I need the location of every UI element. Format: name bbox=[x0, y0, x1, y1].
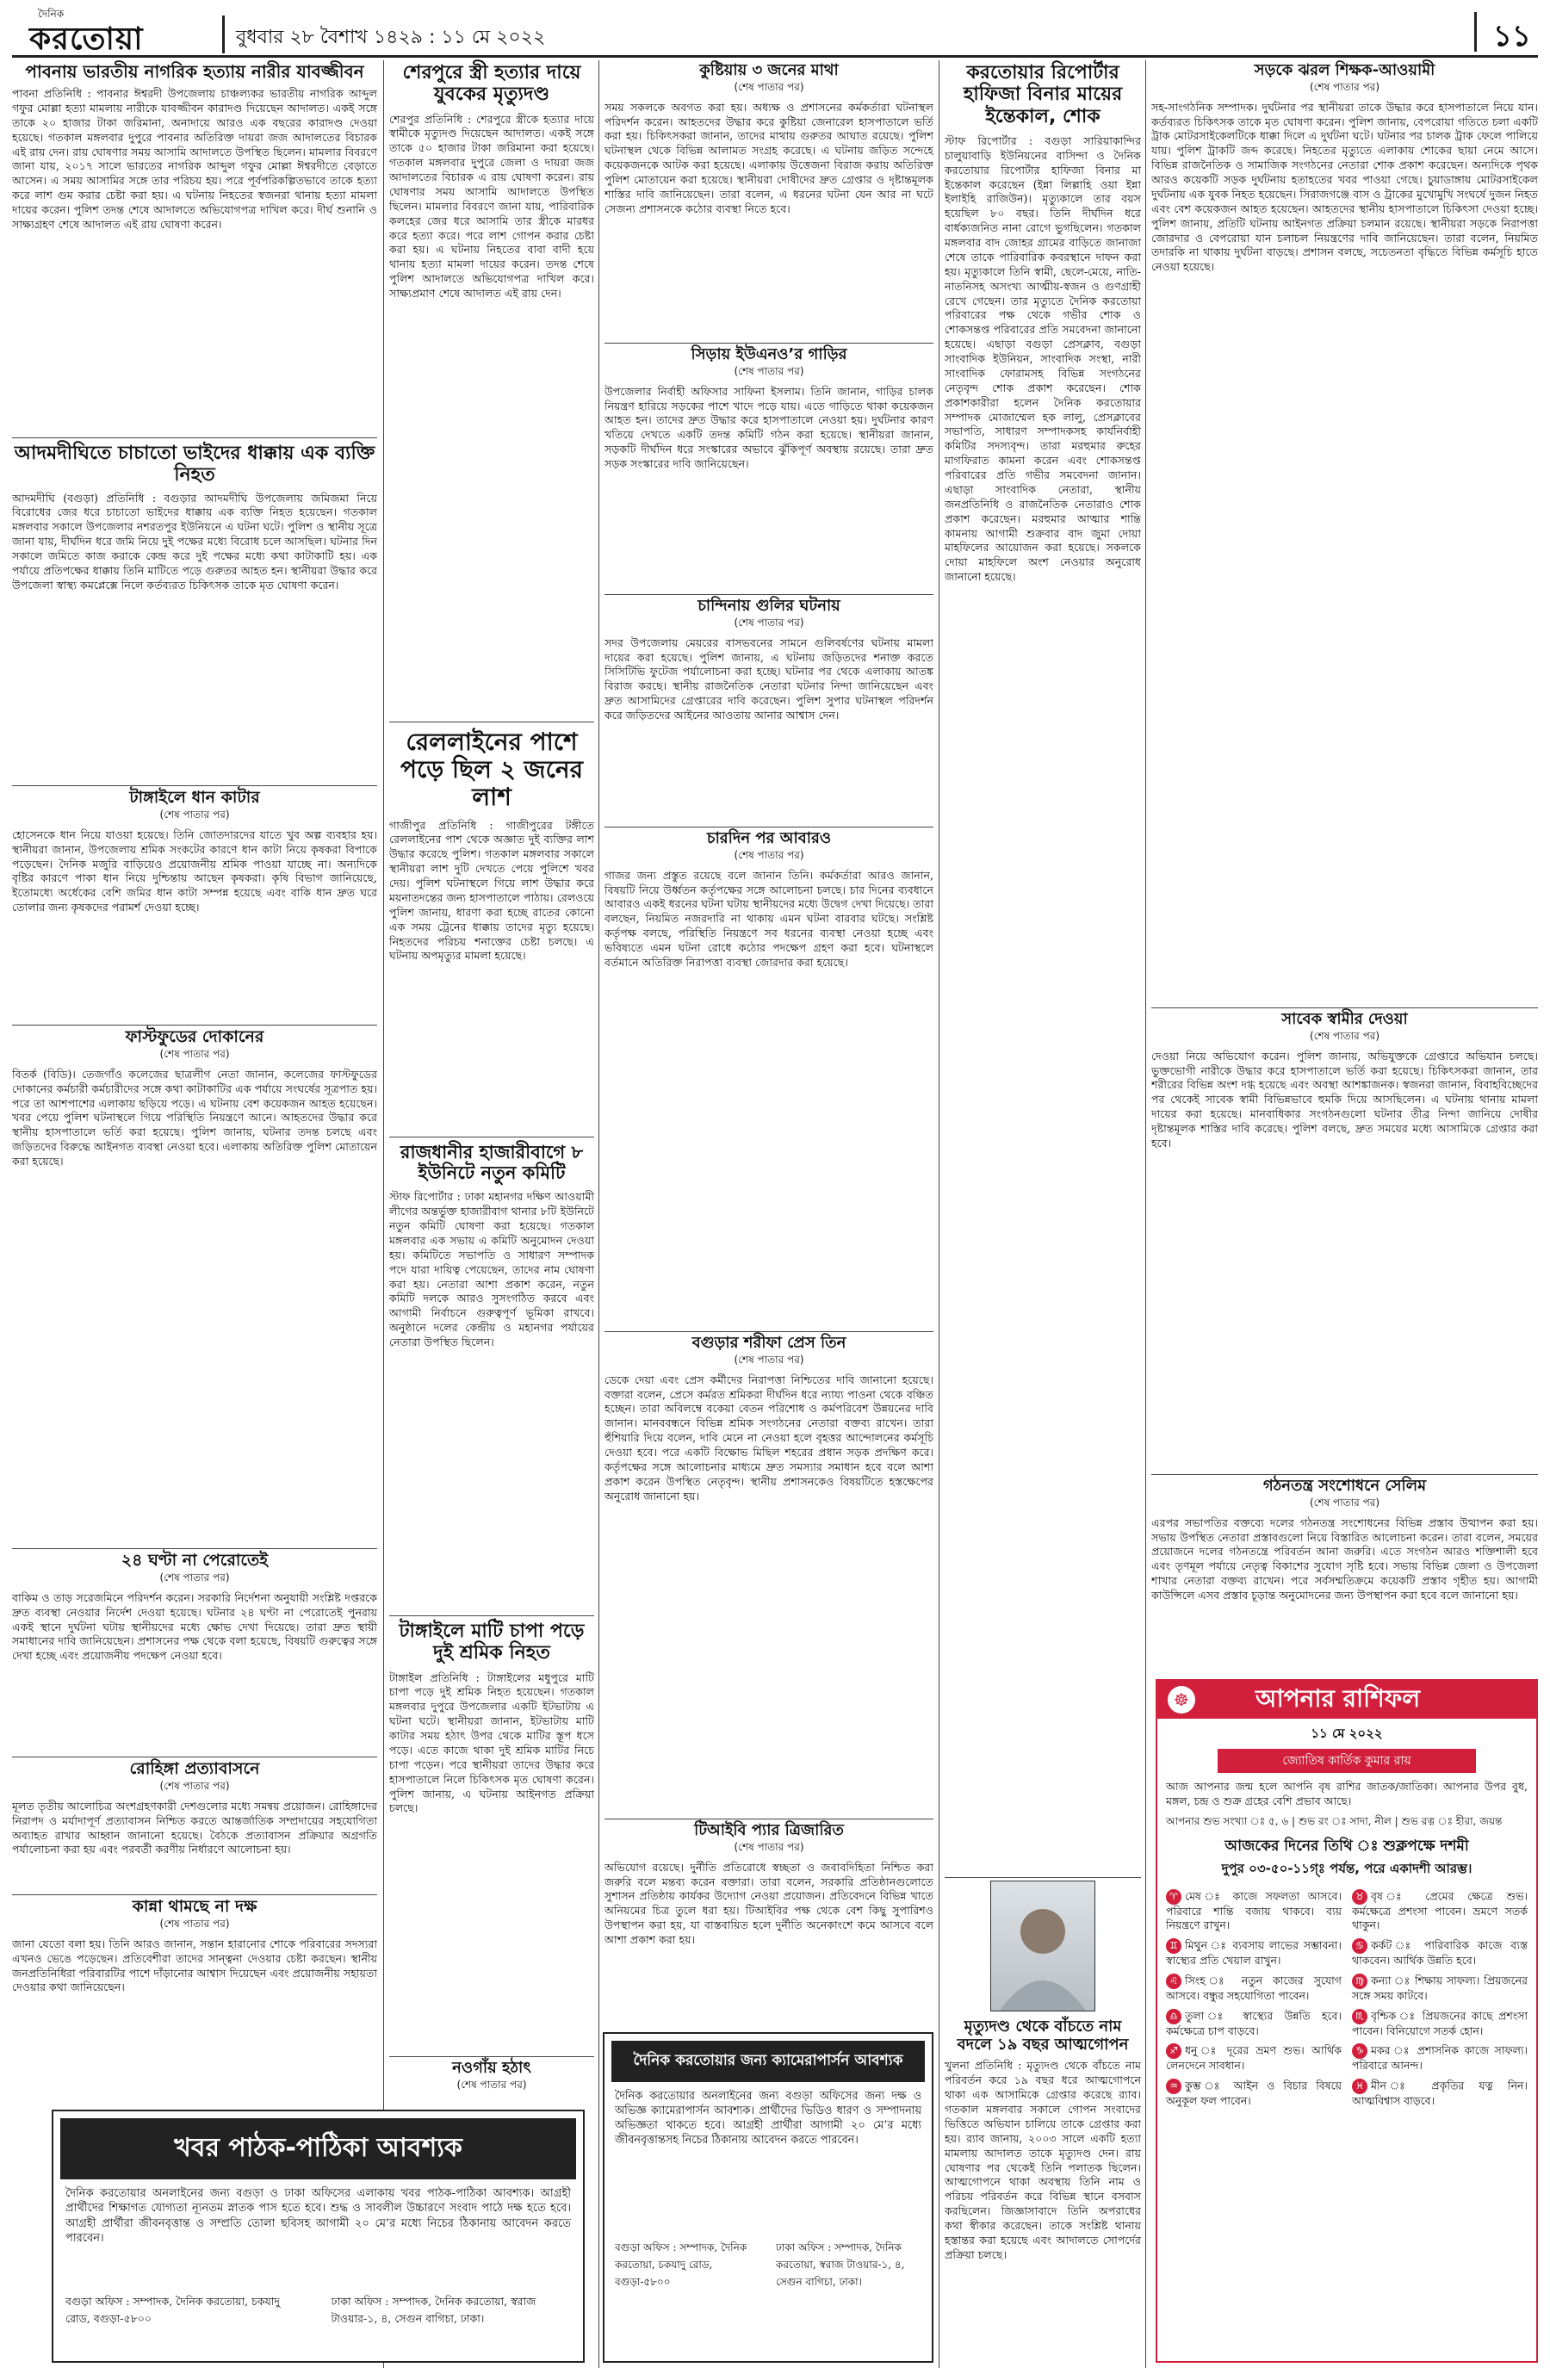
article-kustia bbox=[604, 62, 933, 342]
tithi-label: আজকের দিনের তিথি ঃ শুক্লপক্ষে দশমী bbox=[1224, 1837, 1469, 1855]
masthead bbox=[12, 7, 1538, 58]
issue-date: বুধবার ২৮ বৈশাখ ১৪২৯ : ১১ মে ২০২২ bbox=[236, 22, 545, 54]
headline: সড়কে ঝরল শিক্ষক-আওয়ামী bbox=[1254, 61, 1435, 79]
headline: রোহিঙ্গা প্রত্যাবাসনে bbox=[129, 1759, 260, 1778]
zodiac-text: সিংহ ঃ নতুন কাজের সুযোগ আসবে। বন্ধুর সহযোগিতা পাবেন। bbox=[1166, 1974, 1342, 2002]
article-body: অভিযোগ রয়েছে। দুর্নীতি প্রতিরোধে স্বচ্ছতা ও জবাবদিহিতা নিশ্চিত করা জরুরি বলে মন্তব্য করেন বক্তারা। তারা বলেন, সরকারি প্রতিষ্ঠানগুলোতে সুশাসন প্রতিষ্ঠায় কার্যকর উদ্যোগ নেওয়া প্রয়োজন। প্রতিবেদনে বিভিন্ন খাতে অনিয়মের চিত্র তুলে ধরা হয়। টিআইবির পক্ষ থেকে বেশ কিছু সুপারিশও উপস্থাপন করা হয়, যা বাস্তবায়িত হলে দুর্নীতি অনেকাংশে কমে আসবে বলে আশা প্রকাশ করা হয়। bbox=[604, 1860, 933, 1947]
headline: ফাস্টফুডের দোকানের bbox=[125, 1027, 264, 1046]
divider bbox=[12, 1025, 377, 1026]
headline: পাবনায় ভারতীয় নাগরিক হত্যায় নারীর যাবজ্জীবন bbox=[25, 61, 364, 82]
zodiac-text: বৃশ্চিক ঃ প্রিয়জনের কাছে প্রশংসা পাবেন। বিনিয়োগে সতর্ক হোন। bbox=[1352, 2009, 1528, 2037]
divider bbox=[604, 343, 933, 344]
continued-label: (শেষ পাতার পর) bbox=[159, 1571, 230, 1584]
zodiac-entry-4 bbox=[1352, 1938, 1528, 1968]
continued-label: (শেষ পাতার পর) bbox=[456, 2078, 527, 2091]
newspaper-logo bbox=[12, 7, 210, 57]
continued-label: (শেষ পাতার পর) bbox=[1309, 1496, 1380, 1509]
article-body: উপজেলার নির্বাহী অফিসার সাফিনা ইসলাম। তিনি জানান, গাড়ির চালক নিয়ন্ত্রণ হারিয়ে সড়কের পাশে খাদে পড়ে যায়। এতে গাড়িতে থাকা কয়েকজন আহত হন। তাদের দ্রুত উদ্ধার করে হাসপাতালে নেওয়া হয়। দুর্ঘটনার কারণ খতিয়ে দেখতে একটি তদন্ত কমিটি গঠন করা হয়েছে। স্থানীয়রা জানান, সড়কটি দীর্ঘদিন ধরে সংস্কারের অভাবে ঝুঁকিপূর্ণ অবস্থায় রয়েছে। তারা দ্রুত সড়ক সংস্কারের দাবি জানিয়েছেন। bbox=[604, 384, 933, 471]
person-icon bbox=[991, 1881, 1094, 2011]
ad-camera-person bbox=[603, 2032, 933, 2363]
zodiac-text: বৃষ ঃ প্রেমের ক্ষেত্রে শুভ। কর্মক্ষেত্রে প্রশংসা পাবেন। ভ্রমণে সতর্ক থাকুন। bbox=[1352, 1889, 1528, 1932]
article-tangail-mati bbox=[389, 1621, 594, 2033]
article-body: সময় সকলকে অবগত করা হয়। অধ্যক্ষ ও প্রশাসনের কর্মকর্তারা ঘটনাস্থল পরিদর্শন করেন। আহতদের উদ্ধার করে কুষ্টিয়া জেনারেল হাসপাতালে ভর্তি করা হয়। চিকিৎসকরা জানান, তাদের মাথায় গুরুতর আঘাত রয়েছে। পুলিশ ঘটনাস্থল থেকে বিভিন্ন আলামত সংগ্রহ করেছে। এ ঘটনায় জড়িত সন্দেহে কয়েকজনকে আটক করা হয়েছে। এলাকায় উত্তেজনা বিরাজ করায় অতিরিক্ত পুলিশ মোতায়েন করা হয়েছে। স্থানীয়রা দোষীদের দ্রুত গ্রেপ্তার ও দৃষ্টান্তমূলক শাস্তির দাবি জানিয়েছেন। তারা বলেন, এ ধরনের ঘটনা যেন আর না ঘটে সেজন্য প্রশাসনকে কঠোর ব্যবস্থা নিতে হবে। bbox=[604, 100, 933, 215]
article-body: পাবনা প্রতিনিধি : পাবনার ঈশ্বরদী উপজেলায় চাঞ্চল্যকর ভারতীয় নাগরিক আব্দুল গফুর মোল্লা হত্যা মামলায় নারীকে যাবজ্জীবন কারাদণ্ড দিয়েছেন আদালত। একই সঙ্গে তাকে ২০ হাজার টাকা জরিমানা, অনাদায়ে আরও এক বছরের কারাদণ্ড দেওয়া হয়েছে। গতকাল মঙ্গলবার দুপুরে পাবনার অতিরিক্ত দায়রা জজ আদালতের বিচারক এই রায় দেন। রায় ঘোষণার সময় আসামি আদালতে উপস্থিত ছিলেন। মামলার বিবরণে জানা যায়, ২০১৭ সালে ভারতের নাগরিক আব্দুল গফুর মোল্লা ঈশ্বরদীতে বেড়াতে আসেন। এ সময় আসামির সঙ্গে তার পরিচয় হয়। পরে পূর্বপরিকল্পিতভাবে তাকে হত্যা করে লাশ গুম করার চেষ্টা করা হয়। এ ঘটনায় নিহতের স্বজনরা থানায় হত্যা মামলা দায়ের করেন। পুলিশ তদন্ত শেষে আদালতে অভিযোগপত্র দাখিল করে। দীর্ঘ শুনানি ও সাক্ষ্যগ্রহণ শেষে আদালত এই রায় ঘোষণা করেন। bbox=[12, 87, 377, 231]
divider bbox=[12, 785, 377, 786]
article-body: ডেকে দেয়া এবং প্রেস কর্মীদের নিরাপত্তা নিশ্চিতের দাবি জানানো হয়েছে। বক্তারা বলেন, প্রেসে কর্মরত শ্রমিকরা দীর্ঘদিন ধরে ন্যায্য পাওনা থেকে বঞ্চিত হচ্ছেন। তারা অবিলম্বে বকেয়া বেতন পরিশোধ ও কর্মপরিবেশ উন্নয়নের দাবি জানান। মানববন্ধনে বিভিন্ন শ্রমিক সংগঠনের নেতারা বক্তব্য রাখেন। তারা হুঁশিয়ারি দিয়ে বলেন, দাবি মেনে না নেওয়া হলে বৃহত্তর আন্দোলনের কর্মসূচি দেওয়া হবে। পরে একটি বিক্ষোভ মিছিল শহরের প্রধান সড়ক প্রদক্ষিণ করে। কর্তৃপক্ষের সঙ্গে আলোচনার মাধ্যমে দ্রুত সমস্যার সমাধান হবে বলে আশা প্রকাশ করেন উপস্থিত নেতৃবৃন্দ। স্থানীয় প্রশাসনকেও বিষয়টিতে হস্তক্ষেপের অনুরোধ জানানো হয়। bbox=[604, 1373, 933, 1503]
article-rohingya bbox=[12, 1760, 377, 1903]
zodiac-text: মেষ ঃ কাজে সফলতা আসবে। পরিবারে শান্তি বজায় থাকবে। ব্যয় নিয়ন্ত্রণে রাখুন। bbox=[1166, 1889, 1342, 1932]
column-rule bbox=[1145, 60, 1146, 2368]
continued-label: (শেষ পাতার পর) bbox=[734, 1353, 804, 1366]
article-body: সহ-সাংগঠনিক সম্পাদক। দুর্ঘটনার পর স্থানীয়রা তাকে উদ্ধার করে হাসপাতালে নিয়ে যান। কর্তব্যরত চিকিৎসক তাকে মৃত ঘোষণা করেন। পুলিশ জানায়, বেপরোয়া গতিতে চলা একটি ট্রাক মোটরসাইকেলটিকে ধাক্কা দিলে এ দুর্ঘটনা ঘটে। ঘটনার পর চালক ট্রাক ফেলে পালিয়ে যায়। পুলিশ ট্রাকটি জব্দ করেছে। নিহতের মৃত্যুতে এলাকায় শোকের ছায়া নেমে আসে। বিভিন্ন রাজনৈতিক ও সামাজিক সংগঠনের নেতারা শোক প্রকাশ করেছেন। অন্যদিকে পৃথক আরও কয়েকটি সড়ক দুর্ঘটনায় হতাহতের খবর পাওয়া গেছে। চুয়াডাঙ্গায় মোটরসাইকেল দুর্ঘটনায় এক যুবক নিহত হয়েছেন। সিরাজগঞ্জে বাস ও ট্রাকের মুখোমুখি সংঘর্ষে দুজন নিহত এবং বেশ কয়েকজন আহত হয়েছেন। আহতদের স্থানীয় হাসপাতালে চিকিৎসা দেওয়া হচ্ছে। পুলিশ জানায়, প্রতিটি ঘটনায় আইনগত প্রক্রিয়া চলমান রয়েছে। স্থানীয়রা সড়কে নিরাপত্তা জোরদার ও বেপরোয়া যান চলাচল নিয়ন্ত্রণের দাবি জানিয়েছেন। তারা বলেন, নিয়মিত তদারকি না থাকায় দুর্ঘটনা বাড়ছে। প্রশাসন বলছে, সচেতনতা বৃদ্ধিতে বিভিন্ন কর্মসূচি হাতে নেওয়া হয়েছে। bbox=[1151, 100, 1538, 274]
article-fastfood bbox=[12, 1028, 377, 1550]
article-body: মূলত তৃতীয় আলোচিত্র অংশগ্রহণকারী দেশগুলোর মধ্যে সমন্বয় প্রয়োজন। রোহিঙ্গাদের নিরাপদ ও মর্যাদাপূর্ণ প্রত্যাবাসন নিশ্চিত করতে আন্তর্জাতিক সম্প্রদায়ের সহযোগিতা অব্যাহত রাখার আহ্বান জানানো হয়েছে। বৈঠকে প্রত্যাবাসন প্রক্রিয়ার অগ্রগতি পর্যালোচনা করা হয় এবং পরবর্তী করণীয় নির্ধারণে আলোচনা হয়। bbox=[12, 1799, 377, 1856]
article-body: খুলনা প্রতিনিধি : মৃত্যুদণ্ড থেকে বাঁচতে নাম পরিবর্তন করে ১৯ বছর ধরে আত্মগোপনে থাকা এক আসামিকে গ্রেপ্তার করেছে র‍্যাব। গতকাল মঙ্গলবার সকালে গোপন সংবাদের ভিত্তিতে অভিযান চালিয়ে তাকে গ্রেপ্তার করা হয়। র‍্যাব জানায়, ২০০৩ সালে একটি হত্যা মামলায় আদালত তাকে মৃত্যুদণ্ড দেন। রায় ঘোষণার পর থেকেই তিনি পলাতক ছিলেন। আত্মগোপনে থাকা অবস্থায় তিনি নাম ও পরিচয় পরিবর্তন করে বিভিন্ন স্থানে বসবাস করছিলেন। জিজ্ঞাসাবাদে তিনি অপরাধের কথা স্বীকার করেছেন। তাকে সংশ্লিষ্ট থানায় হস্তান্তর করা হয়েছে এবং আদালতে সোপর্দের প্রক্রিয়া চলছে। bbox=[945, 2059, 1141, 2261]
karkat-icon: ♋ bbox=[1352, 1938, 1367, 1954]
article-body: বাকিম ও তাড় সরেজমিনে পরিদর্শন করেন। সরকারি নির্দেশনা অনুযায়ী সংশ্লিষ্ট দপ্তরকে দ্রুত ব্যবস্থা নেওয়ার নির্দেশ দেওয়া হয়েছে। ঘটনার ২৪ ঘণ্টা না পেরোতেই পুনরায় একই স্থানে দুর্ঘটনা ঘটায় স্থানীয়দের মধ্যে ক্ষোভ দেখা দিয়েছে। তারা দ্রুত স্থায়ী সমাধানের দাবি জানিয়েছেন। প্রশাসনের পক্ষ থেকে বলা হয়েছে, বিষয়টি গুরুত্বের সঙ্গে দেখা হচ্ছে এবং প্রয়োজনীয় পদক্ষেপ নেওয়া হবে। bbox=[12, 1590, 377, 1663]
divider bbox=[945, 1877, 1141, 1878]
zodiac-entry-6 bbox=[1352, 1974, 1528, 2004]
zodiac-entry-9 bbox=[1166, 2043, 1342, 2073]
continued-label: (শেষ পাতার পর) bbox=[159, 1779, 230, 1792]
article-body: স্টাফ রিপোর্টার : ঢাকা মহানগর দক্ষিণ আওয়ামী লীগের অন্তর্ভুক্ত হাজারীবাগ থানার ৮টি ইউনিটে নতুন কমিটি ঘোষণা করা হয়েছে। গতকাল মঙ্গলবার এক সভায় এ কমিটি অনুমোদন দেওয়া হয়। কমিটিতে সভাপতি ও সাধারণ সম্পাদক পদে যারা দায়িত্ব পেয়েছেন, তাদের নাম ঘোষণা করা হয়। নেতারা আশা প্রকাশ করেন, নতুন কমিটি দলকে আরও সুসংগঠিত করবে এবং আগামী নির্বাচনে গুরুত্বপূর্ণ ভূমিকা রাখবে। অনুষ্ঠানে দলের কেন্দ্রীয় ও মহানগর পর্যায়ের নেতারা উপস্থিত ছিলেন। bbox=[389, 1190, 594, 1349]
article-hazaribag bbox=[389, 1142, 594, 1595]
headline: কুষ্টিয়ায় ৩ জনের মাথা bbox=[699, 61, 839, 79]
ad-body: দৈনিক করতোয়ার অনলাইনের জন্য বগুড়া ও ঢাকা অফিসের এলাকায় খবর পাঠক-পাঠিকা আবশ্যক। আগ্রহী প্রার্থীদের শিক্ষাগত যোগ্যতা ন্যূনতম স্নাতক পাস হতে হবে। শুদ্ধ ও সাবলীল উচ্চারণে সংবাদ পাঠে দক্ষ হতে হবে। আগ্রহী প্রার্থীরা জীবনবৃত্তান্ত ও সম্প্রতি তোলা ছবিসহ আগামী ২০ মে’র মধ্যে নিচের ঠিকানায় আবেদন করতে পারবেন। bbox=[65, 2187, 571, 2246]
article-adamdighi bbox=[12, 443, 377, 776]
headline: চারদিন পর আবারও bbox=[706, 829, 832, 847]
page-number: ১১ bbox=[1493, 14, 1531, 63]
continued-label: (শেষ পাতার পর) bbox=[159, 1047, 230, 1060]
article-chandinay bbox=[604, 598, 933, 826]
headline: গঠনতন্ত্র সংশোধনে সেলিম bbox=[1262, 1477, 1427, 1495]
continued-label: (শেষ পাতার পর) bbox=[734, 364, 804, 377]
article-body: সদর উপজেলায় মেয়রের বাসভবনের সামনে গুলিবর্ষণের ঘটনায় মামলা দায়ের করা হয়েছে। পুলিশ জানায়, এ ঘটনায় জড়িতদের শনাক্ত করতে সিসিটিভি ফুটেজ পর্যালোচনা করা হচ্ছে। ঘটনার পর থেকে এলাকায় আতঙ্ক বিরাজ করছে। স্থানীয় রাজনৈতিক নেতারা ঘটনার নিন্দা জানিয়েছেন এবং দ্রুত আসামিদের গ্রেপ্তারের দাবি করেছেন। পুলিশ সুপার ঘটনাস্থল পরিদর্শন করে জড়িতদের আইনের আওতায় আনার আশ্বাস দেন। bbox=[604, 635, 933, 722]
zodiac-entry-10 bbox=[1352, 2043, 1528, 2073]
column-rule bbox=[598, 60, 599, 2368]
divider bbox=[604, 1331, 933, 1332]
horoscope-title: আপনার রাশিফল bbox=[1256, 1683, 1421, 1713]
headline: রেললাইনের পাশে পড়ে ছিল ২ জনের লাশ bbox=[400, 728, 583, 812]
column-rule bbox=[383, 60, 384, 2368]
meen-icon: ♓ bbox=[1352, 2079, 1367, 2094]
continued-label: (শেষ পাতার পর) bbox=[1309, 1029, 1380, 1042]
headline: বগুড়ার শরীফা প্রেস তিন bbox=[691, 1334, 846, 1352]
headline: টাঙ্গাইলে মাটি চাপা পড়ে দুই শ্রমিক নিহত bbox=[399, 1621, 585, 1664]
article-tib bbox=[604, 1822, 933, 2016]
singha-icon: ♌ bbox=[1166, 1974, 1181, 1989]
divider bbox=[389, 1615, 594, 1616]
logo-name: করতোয়া bbox=[29, 22, 144, 57]
continued-label: (শেষ পাতার পর) bbox=[159, 808, 230, 821]
horoscope-author: জ্যোতিষ কার্তিক কুমার রায় bbox=[1218, 1749, 1476, 1773]
horoscope-header bbox=[1157, 1681, 1536, 1719]
logo-tagline: দৈনিক bbox=[38, 8, 65, 20]
article-bogura-press bbox=[604, 1335, 933, 1813]
article-body: গাজীপুর প্রতিনিধি : গাজীপুরের টঙ্গীতে রেললাইনের পাশ থেকে অজ্ঞাত দুই ব্যক্তির লাশ উদ্ধার করেছে পুলিশ। গতকাল মঙ্গলবার সকালে স্থানীয়রা লাশ দুটি দেখতে পেয়ে পুলিশে খবর দেয়। পুলিশ ঘটনাস্থলে গিয়ে লাশ উদ্ধার করে ময়নাতদন্তের জন্য হাসপাতালে পাঠায়। রেলওয়ে পুলিশ জানায়, ধারণা করা হচ্ছে রাতের কোনো এক সময় ট্রেনের ধাক্কায় তাদের মৃত্যু হয়েছে। নিহতদের পরিচয় শনাক্তের চেষ্টা চলছে। এ ঘটনায় অপমৃত্যুর মামলা হয়েছে। bbox=[389, 818, 594, 963]
horoscope-intro: আজ আপনার জন্ম হলে আপনি বৃষ রাশির জাতক/জাতিকা। আপনার উপর বুধ, মঙ্গল, চন্দ্র ও শুক্র গ্রহের বেশি প্রভাব আছে। bbox=[1166, 1780, 1528, 1807]
article-rail bbox=[389, 728, 594, 1137]
dhanu-icon: ♐ bbox=[1166, 2043, 1181, 2059]
ad-body: দৈনিক করতোয়ার অনলাইনের জন্য বগুড়া অফিসের জন্য দক্ষ ও অভিজ্ঞ ক্যামেরাপার্সন আবশ্যক। প্রার্থীদের ভিডিও ধারণ ও সম্পাদনায় অভিজ্ঞতা থাকতে হবে। আগ্রহী প্রার্থীরা আগামী ২০ মে’র মধ্যে জীবনবৃত্তান্তসহ নিচের ঠিকানায় আবেদন করতে পারবেন। bbox=[615, 2090, 921, 2148]
zodiac-entry-8 bbox=[1352, 2009, 1528, 2039]
makar-icon: ♑ bbox=[1352, 2043, 1367, 2059]
zodiac-text: তুলা ঃ স্বাস্থ্যের উন্নতি হবে। কর্মক্ষেত্রে চাপ বাড়বে। bbox=[1166, 2009, 1342, 2037]
zodiac-entry-11 bbox=[1166, 2079, 1342, 2109]
article-body: দেওয়া নিয়ে অভিযোগ করেন। পুলিশ জানায়, অভিযুক্তকে গ্রেপ্তারে অভিযান চলছে। ভুক্তভোগী নারীকে উদ্ধার করে হাসপাতালে ভর্তি করা হয়েছে। চিকিৎসকরা জানান, তার শরীরের বিভিন্ন অংশ দগ্ধ হয়েছে এবং অবস্থা আশঙ্কাজনক। স্বজনরা জানান, বিবাহবিচ্ছেদের পর থেকেই সাবেক স্বামী বিভিন্নভাবে হুমকি দিয়ে আসছিলেন। এ ঘটনায় থানায় মামলা দায়ের করা হয়েছে। মানবাধিকার সংগঠনগুলো ঘটনার তীব্র নিন্দা জানিয়ে দোষীর দৃষ্টান্তমূলক শাস্তির দাবি করেছে। পুলিশ বলছে, দ্রুত সময়ের মধ্যে আসামিকে গ্রেপ্তার করা হবে। bbox=[1151, 1049, 1538, 1150]
article-kanna bbox=[12, 1898, 377, 2127]
article-pabna bbox=[12, 62, 377, 449]
zodiac-text: কর্কট ঃ পারিবারিক কাজে ব্যস্ত থাকবেন। আর্থিক উন্নতি হবে। bbox=[1352, 1938, 1528, 1968]
headline: চান্দিনায় গুলির ঘটনায় bbox=[698, 597, 840, 615]
headline: মৃত্যুদণ্ড থেকে বাঁচতে নাম বদলে ১৯ বছর আত্মগোপন bbox=[957, 2017, 1129, 2054]
continued-label: (শেষ পাতার পর) bbox=[159, 1917, 230, 1930]
kumbha-icon: ♒ bbox=[1166, 2079, 1181, 2094]
divider bbox=[389, 2056, 594, 2057]
zodiac-text: ধনু ঃ দূরের ভ্রমণ শুভ। আর্থিক লেনদেনে সাবধান। bbox=[1166, 2043, 1342, 2073]
article-body: এরপর সভাপতির বক্তব্যে দলের গঠনতন্ত্র সংশোধনের বিভিন্ন প্রস্তাব উত্থাপন করা হয়। সভায় উপস্থিত নেতারা প্রস্তাবগুলো নিয়ে বিস্তারিত আলোচনা করেন। তারা বলেন, সময়ের প্রয়োজনে দলের গঠনতন্ত্রে পরিবর্তন আনা জরুরি। এতে সংগঠন আরও শক্তিশালী হবে এবং তৃণমূল পর্যায়ে নেতৃত্ব বিকাশের সুযোগ সৃষ্টি হবে। সভায় বিভিন্ন জেলা ও উপজেলা শাখার নেতারা বক্তব্য রাখেন। পরে সর্বসম্মতিক্রমে কয়েকটি প্রস্তাব গৃহীত হয়। আগামী কাউন্সিলে এসব প্রস্তাব চূড়ান্ত অনুমোদনের জন্য উপস্থাপন করা হবে বলে জানানো হয়। bbox=[1151, 1515, 1538, 1602]
article-gathontantra bbox=[1151, 1478, 1538, 1671]
headline: রাজধানীর হাজারীবাগে ৮ ইউনিটে নতুন কমিটি bbox=[400, 1142, 584, 1184]
article-sarak bbox=[1151, 62, 1538, 1022]
mesh-icon: ♈ bbox=[1166, 1889, 1181, 1905]
continued-label: (শেষ পাতার পর) bbox=[1309, 80, 1380, 93]
article-body: শেরপুর প্রতিনিধি : শেরপুরে স্ত্রীকে হত্যার দায়ে স্বামীকে মৃত্যুদণ্ড দিয়েছেন আদালত। একই সঙ্গে তাকে ৫০ হাজার টাকা জরিমানা করা হয়েছে। গতকাল মঙ্গলবার দুপুরে জেলা ও দায়রা জজ আদালতের বিচারক এ রায় ঘোষণা করেন। রায় ঘোষণার সময় আসামি আদালতে উপস্থিত ছিলেন। মামলার বিবরণে জানা যায়, পারিবারিক কলহের জের ধরে আসামি তার স্ত্রীকে মারধর করে হত্যা করে। পরে লাশ গোপন করার চেষ্টা করা হয়। এ ঘটনায় নিহতের বাবা বাদী হয়ে থানায় হত্যা মামলা দায়ের করেন। তদন্ত শেষে পুলিশ আদালতে অভিযোগপত্র দাখিল করে। সাক্ষ্যপ্রমাণ শেষে আদালত এই রায় দেন। bbox=[389, 112, 594, 301]
article-body: হোসেনকে ধান নিয়ে যাওয়া হয়েছে। তিনি জোতদারদের যাতে খুব অল্প ব্যবহার হয়। স্থানীয়রা জানান, উপজেলায় শ্রমিক সংকটের কারণে ধান কাটা নিয়ে কৃষকরা বিপাকে পড়েছেন। দৈনিক মজুরি বাড়িয়েও প্রয়োজনীয় শ্রমিক পাওয়া যাচ্ছে না। অন্যদিকে বৃষ্টির কারণে পাকা ধান নিয়ে দুশ্চিন্তায় আছেন কৃষকরা। কৃষি বিভাগ জানিয়েছে, ইতোমধ্যে অর্ধেকের বেশি জমির ধান কাটা সম্পন্ন হয়েছে এবং বাকি ধান দ্রুত ঘরে তোলার জন্য কৃষকদের পরামর্শ দেওয়া হচ্ছে। bbox=[12, 827, 377, 914]
zodiac-entry-2 bbox=[1352, 1889, 1528, 1934]
headline: কান্না থামছে না দক্ষ bbox=[132, 1897, 257, 1916]
article-siraj bbox=[604, 346, 933, 592]
article-body: জানা যেতো বলা হয়। তিনি আরও জানান, সন্তান হারানোর শোকে পরিবারের সদস্যরা এখনও ভেঙে পড়েছেন। প্রতিবেশীরা তাদের সান্ত্বনা দেওয়ার চেষ্টা করছেন। স্থানীয় জনপ্রতিনিধিরা পরিবারটির পাশে দাঁড়ানোর আশ্বাস দিয়েছেন এবং প্রয়োজনীয় সহায়তা দেওয়ার কথা জানিয়েছেন। bbox=[12, 1937, 377, 1994]
zodiac-text: মিথুন ঃ ব্যবসায় লাভের সম্ভাবনা। স্বাস্থ্যের প্রতি খেয়াল রাখুন। bbox=[1166, 1938, 1342, 1968]
zodiac-text: কুম্ভ ঃ আইন ও বিচার বিষয়ে অনুকূল ফল পাবেন। bbox=[1166, 2079, 1342, 2108]
headline: শেরপুরে স্ত্রী হত্যার দায়ে যুবকের মৃত্যুদণ্ড bbox=[402, 62, 581, 106]
horoscope-date: ১১ মে ২০২২ bbox=[1311, 1726, 1383, 1741]
ad-address-dhaka: ঢাকা অফিস : সম্পাদক, দৈনিক করতোয়া, স্বরাজ টাওয়ার-১, ৪, সেগুন বাগিচা, ঢাকা। bbox=[776, 2241, 905, 2288]
zodiac-entry-1 bbox=[1166, 1889, 1342, 1934]
ad-title: খবর পাঠক-পাঠিকা আবশ্যক bbox=[60, 2118, 576, 2179]
headline: সাবেক স্বামীর দেওয়া bbox=[1281, 1010, 1408, 1028]
zodiac-entry-12 bbox=[1352, 2079, 1528, 2109]
continued-label: (শেষ পাতার পর) bbox=[734, 848, 804, 861]
ad-news-reader bbox=[52, 2110, 585, 2363]
kanya-icon: ♍ bbox=[1352, 1974, 1367, 1989]
horoscope-lucky: আপনার শুভ সংখ্যা ঃ ৫, ৬ | শুভ রং ঃ সাদা, নীল | শুভ রত্ন ঃ হীরা, জয়ন্ত bbox=[1166, 1814, 1503, 1827]
zodiac-entry-5 bbox=[1166, 1974, 1342, 2004]
tula-icon: ♎ bbox=[1166, 2009, 1181, 2024]
continued-label: (শেষ পাতার পর) bbox=[734, 80, 804, 93]
article-24-hours bbox=[12, 1552, 377, 1763]
ad-address-dhaka: ঢাকা অফিস : সম্পাদক, দৈনিক করতোয়া, স্বরাজ টাওয়ার-১, ৪, সেগুন বাগিচা, ঢাকা। bbox=[331, 2295, 536, 2325]
zodiac-text: কন্যা ঃ শিক্ষায় সাফল্য। প্রিয়জনের সঙ্গে সময় কাটবে। bbox=[1352, 1974, 1528, 2002]
zodiac-text: মীন ঃ প্রকৃতির যত্ন নিন। আত্মবিশ্বাস বাড়বে। bbox=[1352, 2079, 1528, 2108]
zodiac-wheel-icon: ☸ bbox=[1168, 1686, 1195, 1714]
article-body: স্টাফ রিপোর্টার : বগুড়া সারিয়াকান্দির চালুয়াবাড়ি ইউনিয়নের বাসিন্দা ও দৈনিক করতোয়ার রিপোর্টার হাফিজা বিনার মা ইন্তেকাল করেছেন (ইন্না লিল্লাহি ওয়া ইন্না ইলাইহি রাজিউন)। মৃত্যুকালে তার বয়স হয়েছিল ৮০ বছর। তিনি দীর্ঘদিন ধরে বার্ধক্যজনিত নানা রোগে ভুগছিলেন। গতকাল মঙ্গলবার বাদ জোহর গ্রামের বাড়িতে জানাজা শেষে তাকে পারিবারিক কবরস্থানে দাফন করা হয়। মৃত্যুকালে তিনি স্বামী, ছেলে-মেয়ে, নাতি-নাতনিসহ অসংখ্য আত্মীয়-স্বজন ও গুণগ্রাহী রেখে গেছেন। তার মৃত্যুতে দৈনিক করতোয়া পরিবারের পক্ষ থেকে গভীর শোক ও শোকসন্তপ্ত পরিবারের প্রতি সমবেদনা জানানো হয়েছে। এছাড়া বগুড়া প্রেসক্লাব, বগুড়া সাংবাদিক ইউনিয়ন, সাংবাদিক সংস্থা, নারী সাংবাদিক ফোরামসহ বিভিন্ন সংগঠনের নেতৃবৃন্দ শোক প্রকাশ করেছেন। শোক প্রকাশকারীরা হলেন দৈনিক করতোয়ার সম্পাদক মোজাম্মেল হক লালু, প্রেসক্লাবের সভাপতি, সাধারণ সম্পাদকসহ কার্যনির্বাহী কমিটির সদস্যবৃন্দ। তারা মরহুমার রুহের মাগফিরাত কামনা করেন এবং শোকসন্তপ্ত পরিবারের প্রতি গভীর সমবেদনা জানান। এছাড়া সাংবাদিক নেতারা, স্থানীয় জনপ্রতিনিধি ও রাজনৈতিক নেতারাও শোক প্রকাশ করেছেন। মরহুমার আত্মার শান্তি কামনায় আগামী শুক্রবার বাদ জুমা দোয়া মাহফিলের আয়োজন করা হয়েছে। সকলকে দোয়া মাহফিলে অংশ নেওয়ার অনুরোধ জানানো হয়েছে। bbox=[945, 133, 1141, 584]
mithun-icon: ♊ bbox=[1166, 1938, 1181, 1954]
horoscope-box bbox=[1156, 1679, 1538, 2363]
headline: টাঙ্গাইলে ধান কাটার bbox=[129, 788, 260, 807]
headline: নওগাঁয় হঠাৎ bbox=[452, 2059, 531, 2077]
zodiac-entry-3 bbox=[1166, 1938, 1342, 1968]
article-body: আদমদীঘি (বগুড়া) প্রতিনিধি : বগুড়ার আদমদীঘি উপজেলায় জমিজমা নিয়ে বিরোধের জের ধরে চাচাতো ভাইদের ধাক্কায় এক ব্যক্তি নিহত হয়েছেন। গতকাল মঙ্গলবার সকালে উপজেলার নশরতপুর ইউনিয়নে এ ঘটনা ঘটে। পুলিশ ও স্থানীয় সূত্রে জানা যায়, দীর্ঘদিন ধরে জমি নিয়ে দুই পক্ষের মধ্যে বিরোধ চলে আসছিল। ঘটনার দিন সকালে জমিতে কাজ করাকে কেন্দ্র করে দুই পক্ষের মধ্যে কথা কাটাকাটি হয়। এক পর্যায়ে প্রতিপক্ষের ধাক্কায় তিনি মাটিতে পড়ে গুরুতর আহত হন। স্থানীয়রা উদ্ধার করে উপজেলা স্বাস্থ্য কমপ্লেক্সে নিলে কর্তব্যরত চিকিৎসক তাকে মৃত ঘোষণা করেন। bbox=[12, 491, 377, 592]
zodiac-sign-grid bbox=[1157, 1886, 1536, 2112]
article-sherpur bbox=[389, 62, 594, 707]
ad-address-bogura: বগুড়া অফিস : সম্পাদক, দৈনিক করতোয়া, চকযাদু রোড, বগুড়া-৫৮০০ bbox=[65, 2295, 280, 2325]
article-body: বিতর্ক (বিডি)। তেজগাঁও কলেজের ছাত্রলীগ নেতা জানান, কলেজের ফাস্টফুডের দোকানের কর্মচারী কর্মচারীদের সঙ্গে কথা কাটাকাটির এক পর্যায়ে সংঘর্ষের সূত্রপাত হয়। পরে তা আশপাশের এলাকায় ছড়িয়ে পড়ে। এ ঘটনায় বেশ কয়েকজন আহত হয়েছেন। খবর পেয়ে পুলিশ ঘটনাস্থলে গিয়ে পরিস্থিতি নিয়ন্ত্রণে আনে। আহতদের উদ্ধার করে স্থানীয় হাসপাতালে ভর্তি করা হয়েছে। পুলিশ জানায়, ঘটনার তদন্ত চলছে এবং জড়িতদের বিরুদ্ধে আইনগত ব্যবস্থা নেওয়া হবে। এলাকায় অতিরিক্ত পুলিশ মোতায়েন করা হয়েছে। bbox=[12, 1067, 377, 1168]
article-chardin bbox=[604, 830, 933, 1325]
headline: করতোয়ার রিপোর্টার হাফিজা বিনার মায়ের ইন্তেকাল, শোক bbox=[963, 62, 1123, 127]
article-sabek bbox=[1151, 1011, 1538, 1472]
divider bbox=[604, 594, 933, 595]
headline: সিড়ায় ইউএনও’র গাড়ির bbox=[691, 345, 847, 363]
article-naogaon bbox=[389, 2060, 594, 2095]
continued-label: (শেষ পাতার পর) bbox=[734, 616, 804, 629]
article-mrittudondo bbox=[945, 1881, 1141, 2343]
article-body: গাজর জন্য প্রস্তুত রয়েছে বলে জানান তিনি। কর্মকর্তারা আরও জানান, বিষয়টি নিয়ে উর্ধ্বতন কর্তৃপক্ষের সঙ্গে আলোচনা চলছে। চার দিনের ব্যবধানে আবারও একই ধরনের ঘটনা ঘটায় স্থানীয়দের মধ্যে উদ্বেগ দেখা দিয়েছে। তারা বলছেন, নিয়মিত নজরদারি না থাকায় এমন ঘটনা বারবার ঘটছে। সংশ্লিষ্ট কর্তৃপক্ষ বলছে, পরিস্থিতি নিয়ন্ত্রণে সব ধরনের ব্যবস্থা নেওয়া হচ্ছে এবং ভবিষ্যতে এমন ঘটনা রোধে কঠোর পদক্ষেপ গ্রহণ করা হবে। ঘটনাস্থলে বর্তমানে অতিরিক্ত নিরাপত্তা ব্যবস্থা জোরদার করা হয়েছে। bbox=[604, 868, 933, 969]
article-tangail-dhan bbox=[12, 789, 377, 1026]
divider bbox=[1151, 1474, 1538, 1475]
headline: ২৪ ঘণ্টা না পেরোতেই bbox=[121, 1551, 269, 1570]
headline: টিআইবি প্যার ত্রিজারিত bbox=[694, 1821, 844, 1839]
article-body: টাঙ্গাইল প্রতিনিধি : টাঙ্গাইলের মধুপুরে মাটি চাপা পড়ে দুই শ্রমিক নিহত হয়েছেন। গতকাল মঙ্গলবার দুপুরে উপজেলার একটি ইটভাটায় এ ঘটনা ঘটে। স্থানীয়রা জানান, ইটভাটায় মাটি কাটার সময় হঠাৎ উপর থেকে মাটির স্তূপ ধসে পড়ে। এতে কাজে থাকা দুই শ্রমিক মাটির নিচে চাপা পড়েন। পরে স্থানীয়রা তাদের উদ্ধার করে হাসপাতালে নিলে চিকিৎসক মৃত ঘোষণা করেন। পুলিশ জানায়, এ ঘটনায় আইনগত প্রক্রিয়া চলছে। bbox=[389, 1670, 594, 1815]
headline: আদমদীঘিতে চাচাতো ভাইদের ধাক্কায় এক ব্যক্তি নিহত bbox=[14, 443, 375, 487]
divider bbox=[12, 1548, 377, 1549]
tithi-time: দুপুর ০৩-৫০-১১গ্ঃ পর্যন্ত, পরে একাদশী আরম্ভ। bbox=[1221, 1860, 1472, 1876]
ad-title: দৈনিক করতোয়ার জন্য ক্যামেরাপার্সন আবশ্যক bbox=[611, 2041, 925, 2082]
divider bbox=[1151, 1007, 1538, 1008]
zodiac-entry-7 bbox=[1166, 2009, 1342, 2039]
ad-address-bogura: বগুড়া অফিস : সম্পাদক, দৈনিক করতোয়া, চকযাদু রোড, বগুড়া-৫৮০০ bbox=[615, 2241, 747, 2288]
continued-label: (শেষ পাতার পর) bbox=[734, 1840, 804, 1853]
portrait-photo bbox=[990, 1881, 1095, 2011]
divider bbox=[12, 437, 377, 438]
article-karatoa-reporter bbox=[945, 62, 1141, 1788]
brisha-icon: ♉ bbox=[1352, 1889, 1367, 1905]
divider bbox=[12, 1894, 377, 1895]
brishchik-icon: ♏ bbox=[1352, 2009, 1367, 2024]
zodiac-text: মকর ঃ প্রশাসনিক কাজে সাফল্য। পরিবারে আনন্দ। bbox=[1352, 2043, 1528, 2073]
